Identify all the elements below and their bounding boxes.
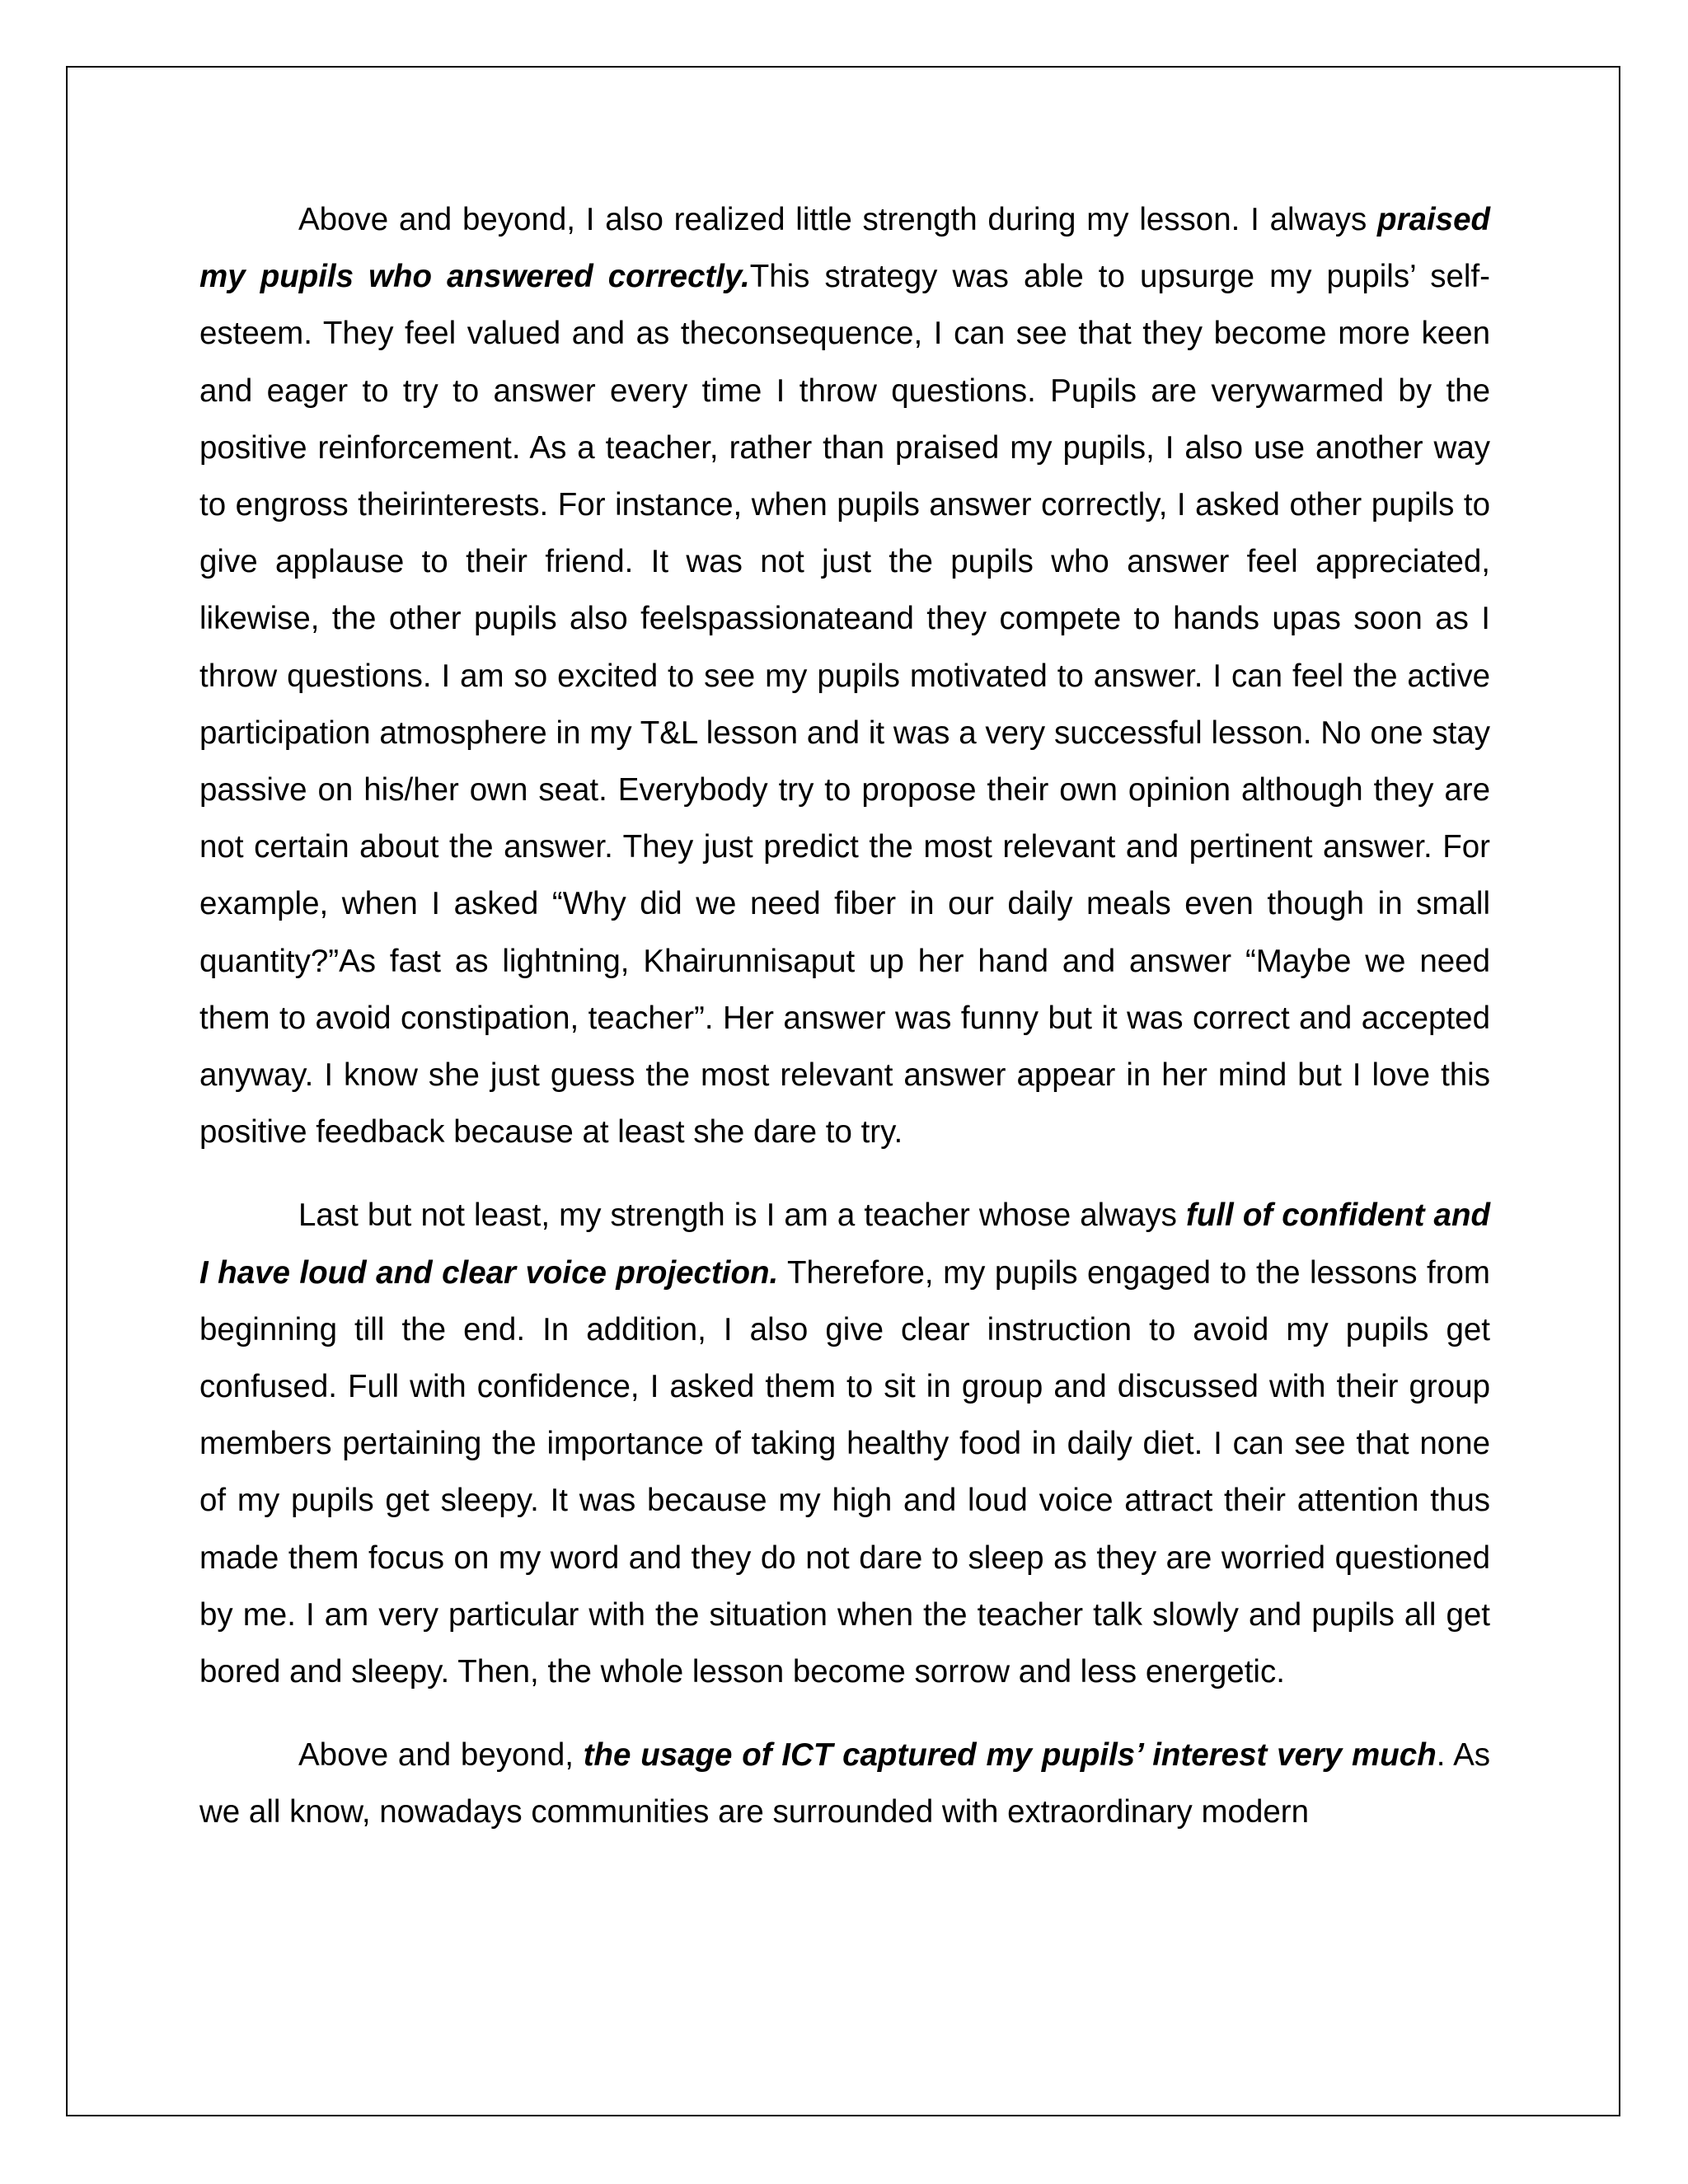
text-segment: . As we all know, nowadays communities are surrounded with extraordinary modern [199,1737,1490,1830]
paragraph-praise [199,191,1490,1160]
paragraph-ict [199,1727,1490,1840]
paragraph-confidence [199,1187,1490,1700]
text-segment: Last but not least, my strength is I am a teacher whose always [298,1197,1187,1234]
text-segment: This strategy was able to upsurge my pupils’ self-esteem. They feel valued and as theconsequence, I can see that they become more keen and eager to try to answer every time I throw questions. Pupils are verywarmed by the positive reinforcement. As a teacher, rather than praised my pupils, I also use another way to engross theirinterests. For instance, when pupils answer correctly, I asked other pupils to give applause to their friend. It was not just the pupils who answer feel appreciated, likewise, the other pupils also feelspassionateand they compete to hands upas soon as I throw questions. I am so excited to see my pupils motivated to answer. I can feel the active participation atmosphere in my T&L lesson and it was a very successful lesson. No one stay passive on his/her own seat. Everybody try to propose their own opinion although they are not certain about the answer. They just predict the most relevant and pertinent answer. For example, when I asked “Why did we need fiber in our daily meals even though in small quantity?”As fast as lightning, Khairunnisaput up her hand and answer “Maybe we need them to avoid constipation, teacher”. Her answer was funny but it was correct and accepted anyway. I know she just guess the most relevant answer appear in her mind but I love this positive feedback because at least she dare to try. [199,259,1490,1151]
text-segment: Therefore, my pupils engaged to the lessons from beginning till the end. In addition, I also give clear instruction to avoid my pupils get confused. Full with confidence, I asked them to sit in group and discussed with their group members pertaining the importance of taking healthy food in daily diet. I can see that none of my pupils get sleepy. It was because my high and loud voice attract their attention thus made them focus on my word and they do not dare to sleep as they are worried questioned by me. I am very particular with the situation when the teacher talk slowly and pupils all get bored and sleepy. Then, the whole lesson become sorrow and less energetic. [199,1254,1490,1690]
emphasized-text: the usage of ICT captured my pupils’ interest very much [583,1737,1437,1774]
text-segment: Above and beyond, I also realized little strength during my lesson. I always [298,202,1378,237]
document-body [199,191,1490,1841]
emphasized-text: praised my pupils who answered correctly. [199,202,1490,295]
emphasized-text: full of confident and I have loud and clear voice projection. [199,1197,1490,1291]
text-segment: Above and beyond, [298,1737,584,1774]
